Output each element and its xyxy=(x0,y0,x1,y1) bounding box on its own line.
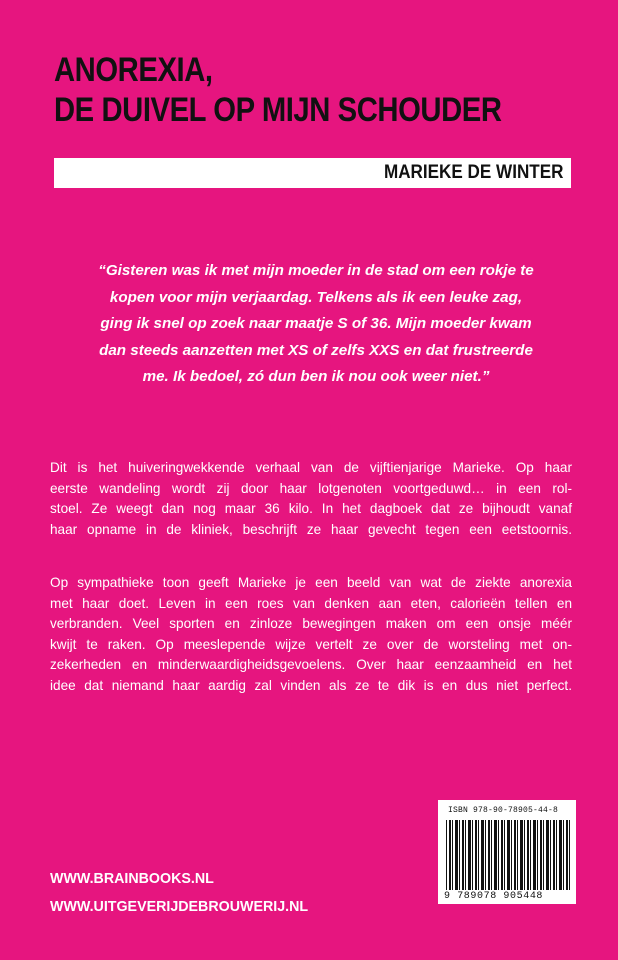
paragraph-line: haar opname in de kliniek, beschrijft ze haar gevecht tegen een eetstoornis. xyxy=(50,521,572,537)
website-link-brouwerij[interactable]: WWW.UITGEVERIJDEBROUWERIJ.NL xyxy=(50,898,309,915)
quote-line: “Gisteren was ik met mijn moeder in de stad om een rokje te xyxy=(98,262,534,279)
author-name: MARIEKE DE WINTER xyxy=(383,162,563,183)
website-link-brainbooks[interactable]: WWW.BRAINBOOKS.NL xyxy=(50,870,214,887)
paragraph-line: met haar doet. Leven in een roes van denken aan eten, calorieën tellen en xyxy=(50,595,572,611)
quote-line: kopen voor mijn verjaardag. Telkens als ik een leuke zag, xyxy=(109,288,523,306)
paragraph-line: verbranden. Veel sporten en zinloze bewegingen maken om een onsje méér xyxy=(50,616,572,631)
paragraph-line: Dit is het huiveringwekkende verhaal van de vijftienjarige Marieke. Op haar xyxy=(50,460,572,475)
paragraph-line: idee dat niemand haar aardig zal vinden als ze te dik is en dus niet perfect. xyxy=(50,677,572,693)
blurb-paragraph-1 xyxy=(50,458,572,540)
title-line-2: DE DUIVEL OP MIJN SCHOUDER xyxy=(54,91,502,129)
paragraph-line: zekerheden en minderwaardigheidsgevoelens. Over haar eenzaamheid en het xyxy=(50,657,572,672)
isbn-label: ISBN 978-90-78905-44-8 xyxy=(448,806,559,815)
title-line-1: ANOREXIA, xyxy=(54,51,213,89)
paragraph-line: Op sympathieke toon geeft Marieke je een beeld van wat de ziekte anorexia xyxy=(50,575,572,590)
author-bar xyxy=(54,158,571,188)
paragraph-line: kwijt te raken. Op meeslepende wijze vertelt ze over de worsteling met on- xyxy=(50,636,572,652)
quote-line: ging ik snel op zoek naar maatje S of 36. Mijn moeder kwam xyxy=(100,315,532,332)
blurb-paragraph-2 xyxy=(50,573,572,696)
paragraph-line: stoel. Ze weegt dan nog maar 36 kilo. In het dagboek dat ze bijhoudt vanaf xyxy=(50,501,572,516)
barcode-box xyxy=(438,800,576,904)
book-title xyxy=(54,50,501,130)
paragraph-line: eerste wandeling wordt zij door haar lotgenoten voortgeduwd… in een rol- xyxy=(50,480,572,496)
ean-number: 9 789078 905448 xyxy=(444,891,544,902)
barcode-bars-icon xyxy=(446,820,570,890)
quote-line: dan steeds aanzetten met XS of zelfs XXS en dat frustreerde xyxy=(99,341,533,359)
quote-line: me. Ik bedoel, zó dun ben ik nou ook weer niet.” xyxy=(142,368,490,385)
quote-block xyxy=(66,258,566,391)
